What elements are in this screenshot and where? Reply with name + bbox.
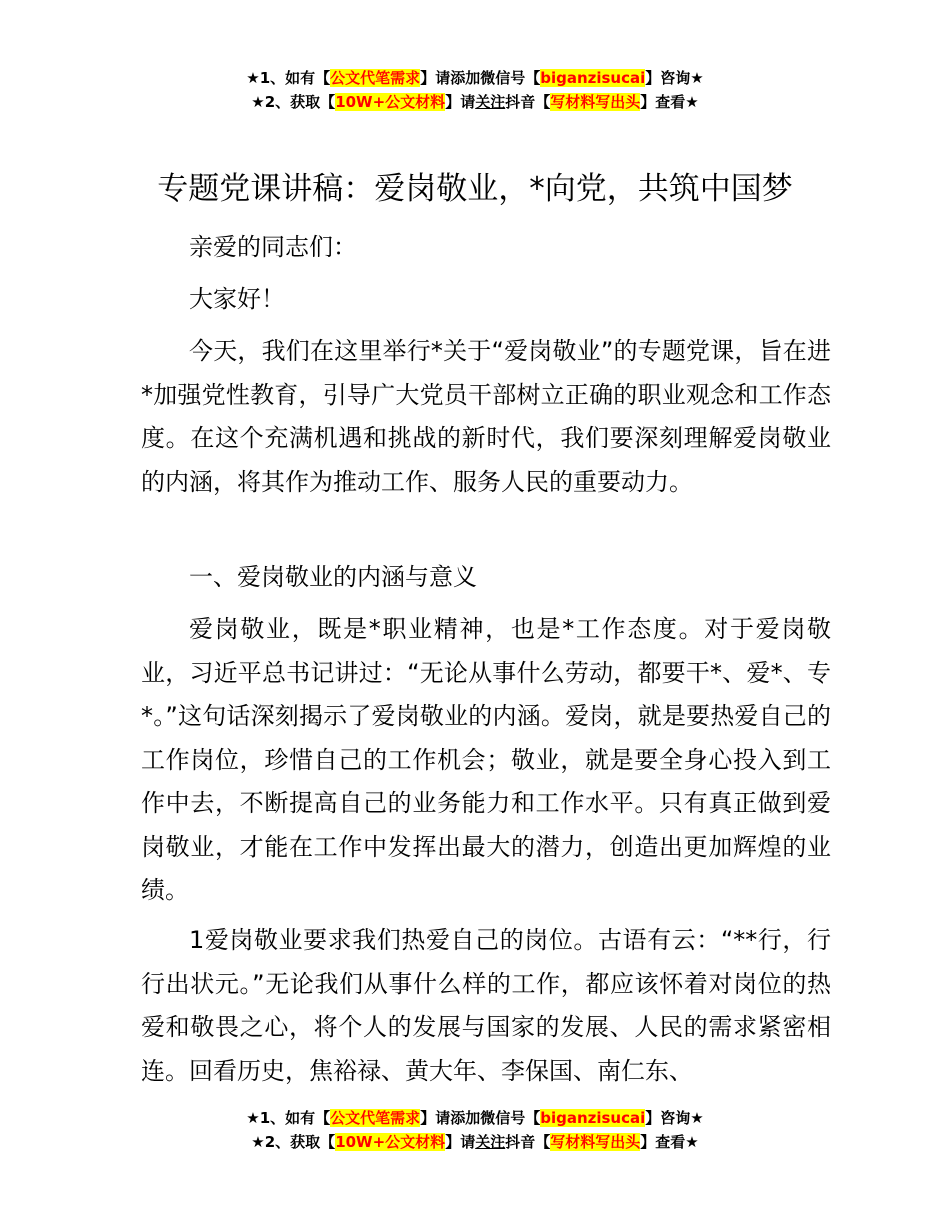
- heading-text: 一、爱岗敬业的内涵与意义: [189, 563, 477, 591]
- banner-highlight: 10W+公文材料: [335, 1133, 446, 1151]
- banner-highlight: 公文代笔需求: [330, 69, 421, 87]
- banner-underline: 关注: [475, 1133, 506, 1151]
- banner-text: 】请添加微信号【: [420, 69, 541, 87]
- greeting-paragraph: [141, 226, 831, 270]
- banner-text: 】查看★: [640, 93, 699, 111]
- banner-highlight: 写材料写出头: [550, 93, 641, 111]
- banner-highlight: biganzisucai: [540, 1109, 646, 1127]
- banner-line-1: [0, 66, 950, 90]
- paragraph-text: 1爱岗敬业要求我们热爱自己的岗位。古语有云：“**行，行行出状元。”无论我们从事什么样的工作，都应该怀着对岗位的热爱和敬畏之心，将个人的发展与国家的发展、人民的需求紧密相连。回看历史，焦裕禄、黄大年、李保国、南仁东、: [141, 926, 831, 1085]
- banner-text: 】请: [445, 1133, 476, 1151]
- banner-text: 抖音【: [505, 93, 551, 111]
- banner-text: ★2、获取【: [251, 93, 336, 111]
- banner-text: 】咨询★: [645, 1109, 704, 1127]
- banner-text: 抖音【: [505, 1133, 551, 1151]
- banner-highlight: biganzisucai: [540, 69, 646, 87]
- banner-text: 】咨询★: [645, 69, 704, 87]
- banner-text: ★1、如有【: [246, 69, 331, 87]
- banner-text: 】查看★: [640, 1133, 699, 1151]
- hello-paragraph: [141, 278, 831, 322]
- footer-banner: [0, 1106, 950, 1154]
- point-one-paragraph: [141, 919, 831, 1093]
- paragraph-text: 今天，我们在这里举行*关于“爱岗敬业”的专题党课，旨在进*加强党性教育，引导广大党员干部树立正确的职业观念和工作态度。在这个充满机遇和挑战的新时代，我们要深刻理解爱岗敬业的内涵，将其作为推动工作、服务人民的重要动力。: [141, 337, 831, 496]
- banner-text: ★1、如有【: [246, 1109, 331, 1127]
- paragraph-text: 大家好！: [189, 285, 285, 313]
- header-banner: [0, 66, 950, 114]
- banner-text: 】请: [445, 93, 476, 111]
- banner-underline: 关注: [475, 93, 506, 111]
- banner-line-2: [0, 1130, 950, 1154]
- banner-line-1: [0, 1106, 950, 1130]
- banner-highlight: 公文代笔需求: [330, 1109, 421, 1127]
- banner-text: ★2、获取【: [251, 1133, 336, 1151]
- intro-paragraph: [141, 330, 831, 504]
- banner-highlight: 10W+公文材料: [335, 93, 446, 111]
- section-heading: [141, 556, 831, 600]
- document-title: 专题党课讲稿：爱岗敬业，*向党，共筑中国梦: [157, 171, 793, 207]
- paragraph-text: 爱岗敬业，既是*职业精神，也是*工作态度。对于爱岗敬业，习近平总书记讲过：“无论从事什么劳动，都要干*、爱*、专*。”这句话深刻揭示了爱岗敬业的内涵。爱岗，就是要热爱自己的工作岗位，珍惜自己的工作机会；敬业，就是要全身心投入到工作中去，不断提高自己的业务能力和工作水平。只有真正做到爱岗敬业，才能在工作中发挥出最大的潜力，创造出更加辉煌的业绩。: [141, 615, 831, 904]
- banner-text: 】请添加微信号【: [420, 1109, 541, 1127]
- banner-highlight: 写材料写出头: [550, 1133, 641, 1151]
- paragraph-text: 亲爱的同志们：: [189, 233, 357, 261]
- banner-line-2: [0, 90, 950, 114]
- definition-paragraph: [141, 608, 831, 913]
